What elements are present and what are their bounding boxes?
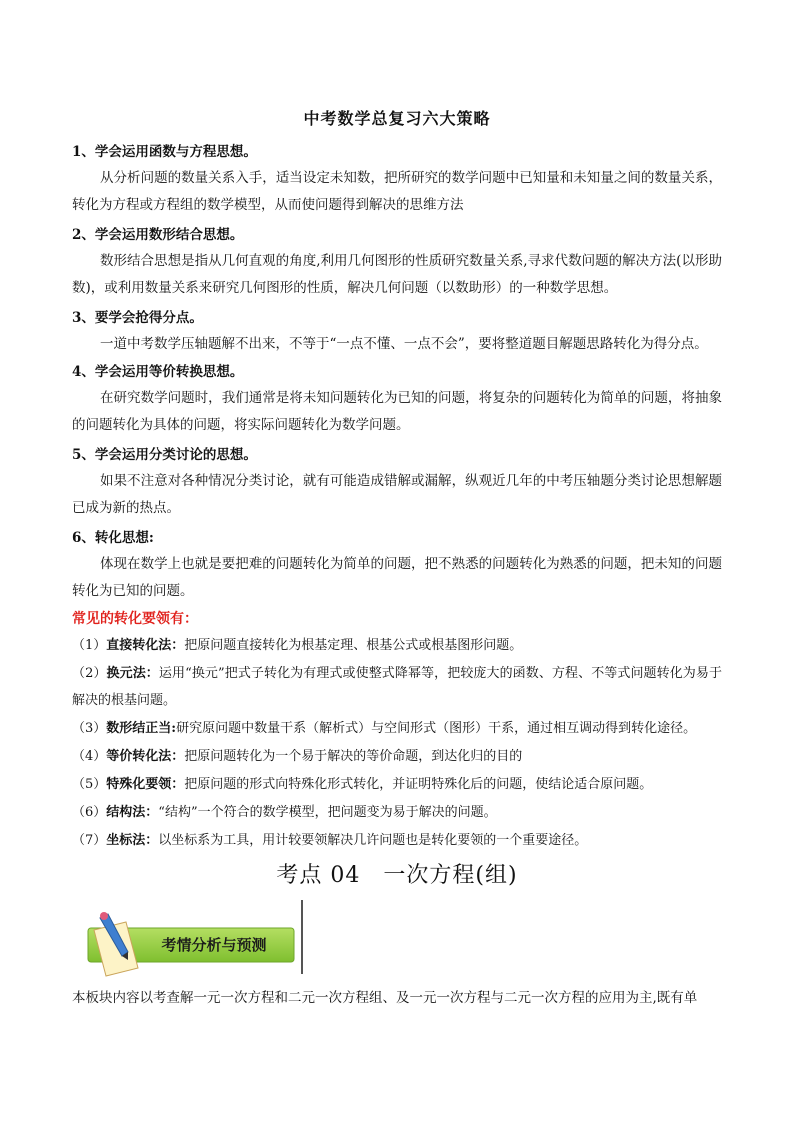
item-term: 结构法： — [106, 805, 159, 820]
section-body-5: 如果不注意对各种情况分类讨论，就有可能造成错解或漏解，纵观近几年的中考压轴题分类讨论思想解题已成为新的热点。 — [72, 473, 722, 516]
item-text: 以坐标系为工具，用计较要领解决几许问题也是转化要领的一个重要途径。 — [158, 833, 588, 848]
banner-label: 考情分析与预测 — [161, 936, 267, 954]
item-number: （3） — [72, 721, 107, 736]
section-body-4: 在研究数学问题时，我们通常是将未知问题转化为已知的问题，将复杂的问题转化为简单的问题，将抽象的问题转化为具体的问题，将实际问题转化为数学问题。 — [72, 390, 722, 433]
method-item-6 — [72, 799, 722, 826]
item-number: （4） — [72, 749, 107, 764]
red-subheading: 常见的转化要领有： — [72, 611, 198, 627]
item-number: （5） — [72, 777, 107, 792]
item-text: “结构”一个符合的数学模型，把问题变为易于解决的问题。 — [158, 805, 497, 820]
section-heading-6: 6、转化思想: — [72, 530, 154, 546]
item-term: 换元法： — [106, 666, 159, 681]
pencil-paper-icon — [94, 912, 138, 976]
method-item-2 — [72, 660, 722, 714]
kaodian-title: 考点 04 一次方程(组) — [276, 863, 518, 888]
section-body-1: 从分析问题的数量关系入手，适当设定未知数，把所研究的数学问题中已知量和未知量之间的数量关系，转化为方程或方程组的数学模型，从而使问题得到解决的思维方法 — [72, 170, 722, 213]
item-term: 等价转化法： — [106, 749, 185, 764]
item-term: 特殊化要领： — [106, 777, 185, 792]
method-item-1 — [72, 632, 722, 659]
section-body-6: 体现在数学上也就是要把难的问题转化为简单的问题，把不熟悉的问题转化为熟悉的问题，把未知的问题转化为已知的问题。 — [72, 556, 722, 599]
item-text: 把原问题的形式向特殊化形式转化，并证明特殊化后的问题，使结论适合原问题。 — [184, 777, 653, 792]
item-text: 研究原问题中数量干系（解析式）与空间形式（图形）干系，通过相互调动得到转化途径。 — [176, 721, 697, 736]
method-item-4 — [72, 743, 722, 770]
item-text: 把原问题直接转化为根基定理、根基公式或根基图形问题。 — [184, 638, 523, 653]
section-body-2: 数形结合思想是指从几何直观的角度,利用几何图形的性质研究数量关系,寻求代数问题的解决方法(以形助数)，或利用数量关系来研究几何图形的性质，解决几何问题（以数助形）的一种数学思想。 — [72, 253, 722, 296]
method-item-7 — [72, 827, 722, 854]
banner-divider — [301, 900, 303, 974]
section-body-3: 一道中考数学压轴题解不出来，不等于“一点不懂、一点不会”，要将整道题目解题思路转化为得分点。 — [100, 336, 708, 352]
item-term: 坐标法： — [106, 833, 159, 848]
section-heading-1: 1、学会运用函数与方程思想。 — [72, 144, 257, 160]
item-number: （1） — [72, 638, 107, 653]
section-heading-2: 2、学会运用数形结合思想。 — [72, 227, 244, 243]
item-number: （6） — [72, 805, 107, 820]
method-item-5 — [72, 771, 722, 798]
page-title: 中考数学总复习六大策略 — [303, 109, 491, 128]
item-number: （2） — [72, 666, 107, 681]
section-heading-3: 3、要学会抢得分点。 — [72, 310, 203, 326]
analysis-banner — [86, 908, 296, 982]
intro-paragraph: 本板块内容以考查解一元一次方程和二元一次方程组、及一元一次方程与二元一次方程的应用为主,既有单 — [72, 990, 698, 1006]
item-number: （7） — [72, 833, 107, 848]
item-term: 数形结正当: — [106, 721, 177, 736]
item-text: 运用“换元”把式子转化为有理式或使整式降幂等，把较庞大的函数、方程、不等式问题转化为易于解决的根基问题。 — [72, 666, 722, 708]
section-heading-5: 5、学会运用分类讨论的思想。 — [72, 447, 257, 463]
method-item-3 — [72, 715, 722, 742]
item-term: 直接转化法： — [106, 638, 185, 653]
item-text: 把原问题转化为一个易于解决的等价命题，到达化归的目的 — [184, 749, 523, 764]
section-heading-4: 4、学会运用等价转换思想。 — [72, 364, 244, 380]
